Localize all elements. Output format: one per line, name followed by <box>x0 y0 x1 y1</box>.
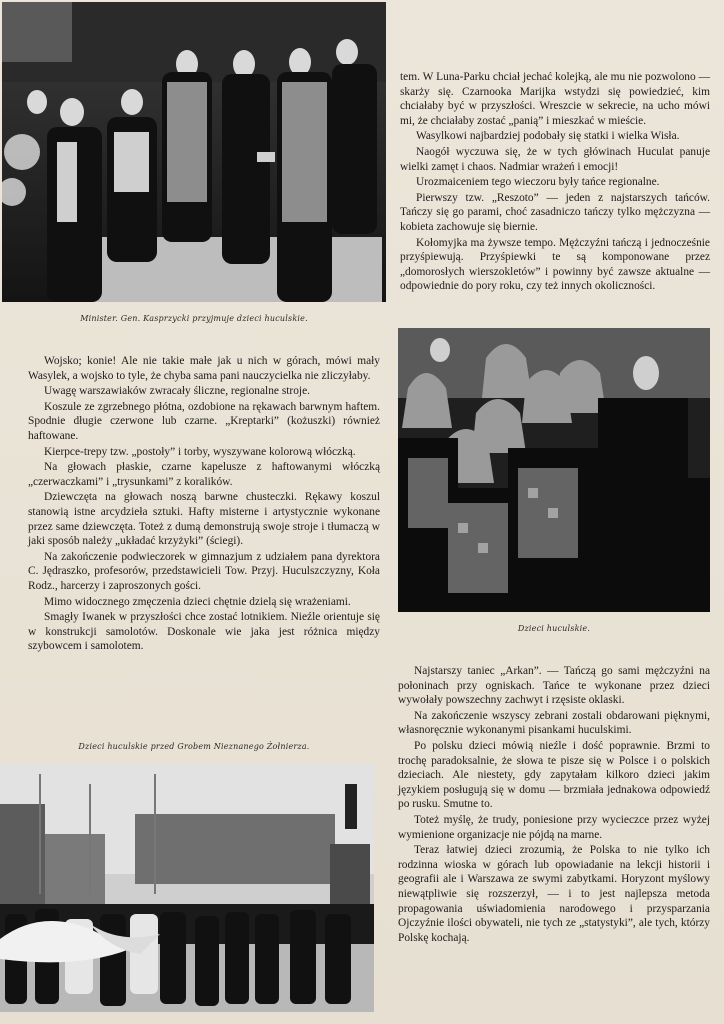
paragraph: Najstarszy taniec „Arkan”. — Tańczą go sami mężczyźni na połoninach przy ogniskach. Tańce te wykonane przez dzieci wywołały powszechny zachwyt i rzęsiste oklaski. <box>398 665 710 707</box>
paragraph: Kołomyjka ma żywsze tempo. Mężczyźni tańczą i jednocześnie przyśpiewują. Przyśpiewki te są komponowane przez „domorosłych wierszokletów” i powinny być zawsze aktualne — odpowiednie do pory roku, czy też innych okoliczności. <box>400 236 710 293</box>
paragraph: Mimo widocznego zmęczenia dzieci chętnie dzielą się wrażeniami. <box>44 595 351 608</box>
paragraph: Pierwszy tzw. „Reszoto” — jeden z najstarszych tańców. Tańczy się go parami, choć zasadniczo tańczy tylko mężczyzna — kobieta zachowuje się biernie. <box>400 191 710 233</box>
paragraph: Koszule ze zgrzebnego płótna, ozdobione na rękawach barwnym haftem. Spodnie długie czerwone lub czarne. „Kreptarki” (kożuszki) również haftowane. <box>28 400 380 442</box>
paragraph: Toteż myślę, że trudy, poniesione przy wycieczce przez wyżej wymienione organizacje nie pójdą na marne. <box>398 813 710 841</box>
photo-minister-children <box>2 2 386 302</box>
paragraph: Kierpce-trepy tzw. „postoły” i torby, wyszywane kolorową włóczką. <box>44 445 356 458</box>
paragraph: Wojsko; konie! Ale nie takie małe jak u nich w górach, mówi mały Wasylek, a wojsko to tyle, że chyba sama pani nauczycielka nie zliczyłaby. <box>28 355 380 382</box>
paragraph: tem. W Luna-Parku chciał jechać kolejką, ale mu nie pozwolono — skarży się. Czarnooka Marijka wstydzi się powiedzieć, kim chciałaby być w przyszłości. Wreszcie w sekrecie, na ucho mówi mi, że chciałaby zostać „panią” i mieszkać w mieście. <box>400 71 710 127</box>
paragraph: Uwagę warszawiaków zwracały śliczne, regionalne stroje. <box>44 385 310 398</box>
paragraph: Urozmaiceniem tego wieczoru były tańce regionalne. <box>416 176 660 189</box>
paragraph: Naogół wyczuwa się, że w tych główinach Huculat panuje wielki zamęt i chaos. Nadmiar wrażeń i emocji! <box>400 145 710 173</box>
text-column-right-bottom <box>398 664 710 945</box>
caption-photo-hutsul-children: Dzieci huculskie. <box>517 624 591 633</box>
paragraph: Na głowach płaskie, czarne kapelusze z haftowanymi włóczką „czerwaczkami” i „trysunkami” z koralików. <box>28 461 380 488</box>
text-column-left <box>28 354 380 654</box>
paragraph: Po polsku dzieci mówią nieźle i dość poprawnie. Brzmi to trochę paradoksalnie, że słowa te pisze się w Polsce i o polskich dzieciach. Ale niestety, gdy zapytałam kilkoro dzieci jakim językiem posługują się w domu — brzmiała jednakowa odpowiedź po rusku. Smutne to. <box>398 739 710 811</box>
paragraph: Teraz łatwiej dzieci zrozumią, że Polska to nie tylko ich rodzinna wioska w górach lub opowiadanie na lekcji historii i geografii ale i Warszawa ze swymi zabytkami. Horyzont myślowy niewątpliwie się rozszerzył, — i to jest najlepsza metoda propagowania uświadomienia narodowego i przysparzania Ojczyźnie ilości obywateli, nie tych ze „statystyki”, ale tych, którzy Polskę kochają. <box>398 844 710 944</box>
photo-hutsul-children <box>398 328 710 612</box>
paragraph: Wasylkowi najbardziej podobały się statki i wielka Wisła. <box>416 130 680 143</box>
paragraph: Na zakończenie podwieczorek w gimnazjum z udziałem pana dyrektora C. Jędraszko, profesorów, przedstawicieli Tow. Przyj. Huculszczyzny, Koła Rodz., harcerzy i zaproszonych gości. <box>28 550 380 592</box>
caption-photo-tomb: Dzieci huculskie przed Grobem Nieznanego Żołnierza. <box>78 742 310 751</box>
paragraph: Na zakończenie wszyscy zebrani zostali obdarowani pięknymi, własnoręcznie wykonanymi pisankami huculskimi. <box>398 709 710 737</box>
paragraph: Dziewczęta na głowach noszą barwne chusteczki. Rękawy koszul stanowią istne arcydzieła sztuki. Hafty misterne i artystycznie wykonane przez same dziewczęta. Toteż z dumą demonstrują swoje stroje i tłumaczą w jaki sposób należy „układać krzyżyki” (ściegi). <box>28 491 380 548</box>
text-column-right-top <box>400 70 710 294</box>
photo-tomb-unknown-soldier <box>0 764 374 1012</box>
caption-photo-minister: Minister. Gen. Kasprzycki przyjmuje dzieci huculskie. <box>80 314 308 323</box>
paragraph: Smagły Iwanek w przyszłości chce zostać lotnikiem. Nieźle orientuje się w konstrukcji samolotów. Doskonale wie jaka jest różnica między szybowcem i samolotem. <box>28 611 380 653</box>
